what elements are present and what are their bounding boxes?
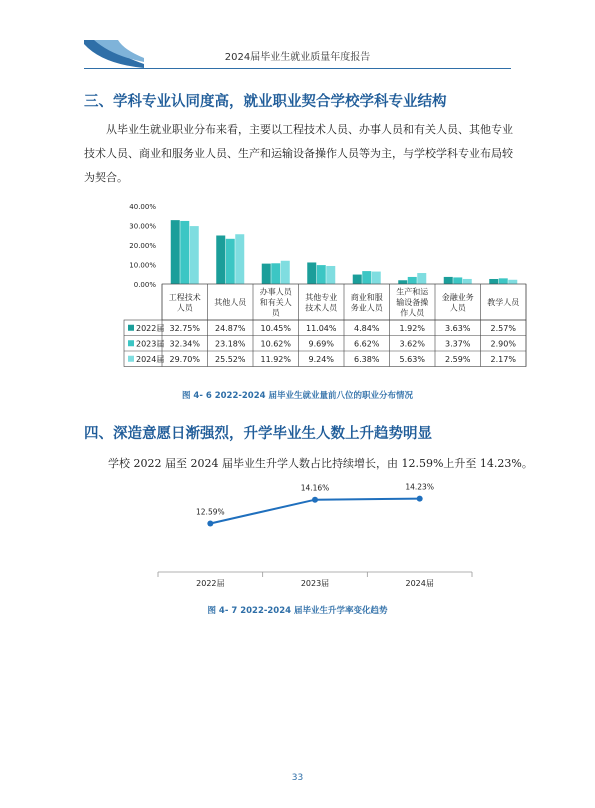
table-header-border [162, 284, 526, 320]
x-tick-label: 2023届 [300, 579, 330, 588]
data-label: 25.52% [214, 354, 246, 364]
data-label: 11.92% [260, 354, 292, 364]
bar [281, 261, 290, 284]
y-tick-label: 0.00% [133, 281, 156, 289]
data-label: 6.62% [354, 339, 380, 349]
data-label: 32.75% [169, 323, 201, 333]
bar [171, 220, 180, 284]
data-point [417, 496, 423, 502]
legend-swatch [128, 340, 134, 346]
y-tick-label: 30.00% [129, 222, 156, 231]
data-label: 2.57% [490, 323, 516, 333]
bar [226, 239, 235, 284]
category-label: 其他专业技术人员 [305, 292, 338, 313]
y-tick-label: 20.00% [129, 242, 156, 250]
data-label: 29.70% [169, 354, 201, 364]
bar [180, 221, 189, 284]
bar [262, 264, 271, 284]
y-tick-label: 40.00% [129, 203, 156, 211]
bar [271, 263, 280, 284]
y-tick-label: 10.00% [129, 261, 156, 270]
bar [372, 272, 381, 284]
data-label: 9.24% [308, 354, 334, 364]
data-label: 2.17% [490, 354, 516, 364]
data-label: 1.92% [399, 323, 425, 333]
category-label: 教学人员 [487, 298, 520, 307]
bar [190, 226, 199, 284]
category-label: 其他人员 [214, 298, 247, 307]
data-label: 10.62% [260, 339, 292, 349]
data-label: 32.34% [169, 339, 201, 349]
legend-label: 2023届 [136, 339, 165, 349]
page-number: 33 [291, 773, 304, 783]
section-heading-4: 四、深造意愿日渐强烈，升学毕业生人数上升趋势明显 [84, 426, 432, 442]
data-label: 3.62% [399, 339, 425, 349]
bar [235, 234, 244, 284]
bar [353, 275, 362, 284]
data-label: 11.04% [305, 323, 337, 333]
data-label: 12.59% [196, 507, 225, 517]
header-rule [84, 68, 511, 69]
bar [444, 277, 453, 284]
category-label: 金融业务人员 [441, 292, 474, 313]
data-point [312, 497, 318, 503]
bar [489, 279, 498, 284]
category-label: 工程技术人员 [168, 292, 201, 313]
data-label: 2.90% [490, 339, 516, 349]
data-label: 3.63% [445, 323, 471, 333]
bar [216, 236, 225, 284]
bar [408, 277, 417, 284]
data-label: 5.63% [399, 354, 425, 364]
header-title: 2024届毕业生就业质量年度报告 [224, 52, 371, 63]
bar [317, 265, 326, 284]
figure-caption-4-6: 图 4- 6 2022-2024 届毕业生就业量前八位的职业分布情况 [181, 391, 414, 401]
data-label: 3.37% [445, 339, 471, 349]
section-heading-3: 三、学科专业认同度高，就业职业契合学校学科专业结构 [84, 94, 447, 110]
data-label: 4.84% [354, 323, 380, 333]
legend-swatch [128, 325, 134, 331]
section-paragraph-4: 学校 2022 届至 2024 届毕业生升学人数占比持续增长，由 12.59%上升至 14.23%。 [108, 457, 533, 470]
data-label: 14.16% [300, 483, 330, 493]
legend-label: 2022届 [136, 323, 165, 333]
table-body-border [124, 320, 526, 367]
bar [307, 262, 316, 284]
data-label: 14.23% [405, 482, 434, 492]
data-label: 23.18% [214, 339, 246, 349]
data-label: 10.45% [260, 323, 292, 333]
x-tick-label: 2022届 [196, 579, 225, 588]
bar [362, 271, 371, 284]
data-label: 24.87% [214, 323, 246, 333]
x-tick-label: 2024届 [405, 579, 434, 588]
bar [326, 266, 335, 284]
bar [398, 280, 407, 284]
data-point [207, 520, 213, 526]
bar [417, 273, 426, 284]
data-label: 9.69% [308, 339, 334, 349]
bar [453, 277, 462, 284]
data-label: 2.59% [445, 354, 471, 364]
category-label: 生产和运输设备操作人员 [396, 287, 429, 318]
legend-label: 2024届 [136, 354, 165, 364]
bar [463, 279, 472, 284]
figure-caption-4-7: 图 4- 7 2022-2024 届毕业生升学率变化趋势 [207, 606, 388, 616]
bar [508, 280, 517, 284]
section-paragraph-3: 从毕业生就业职业分布来看，主要以工程技术人员、办事人员和有关人员、其他专业技术人员、商业和服务业人员、生产和运输设备操作人员等为主，与学校学科专业布局较为契合。 [84, 123, 513, 184]
series-line [210, 499, 419, 524]
data-label: 6.38% [354, 354, 380, 364]
bar [499, 278, 508, 284]
legend-swatch [128, 356, 134, 362]
category-label: 商业和服务业人员 [350, 292, 383, 313]
category-label: 办事人员和有关人员 [259, 287, 292, 318]
